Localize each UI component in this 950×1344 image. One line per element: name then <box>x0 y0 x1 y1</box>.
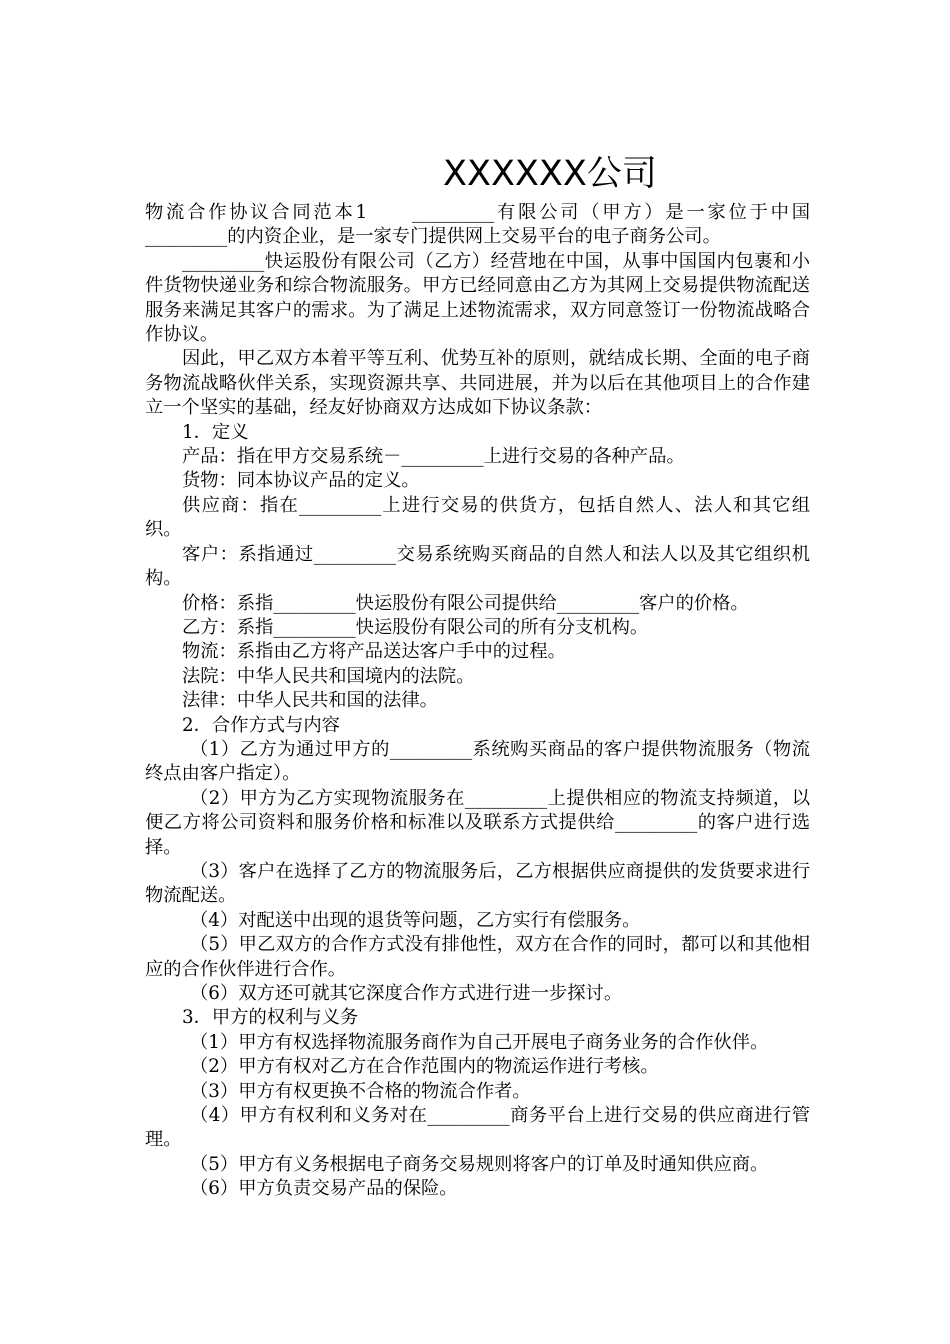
definition-item: 货物：同本协议产品的定义。 <box>182 470 420 492</box>
clause-item: （2）甲方有权对乙方在合作范围内的物流运作进行考核。 <box>190 1056 659 1078</box>
clause-item: （5）甲方有义务根据电子商务交易规则将客户的订单及时通知供应商。 <box>190 1153 769 1175</box>
paragraph: _________快运股份有限公司（乙方）经营地在中国，从事中国国内包裹和小件货物快递业务和综合物流服务。甲方已经同意由乙方为其网上交易提供物流配送服务来满足其客户的需求。为了满足上述物流需求，双方同意签订一份物流战略合作协议。 <box>145 250 810 346</box>
definition-item: 乙方：系指_________快运股份有限公司的所有分支机构。 <box>182 616 649 638</box>
section-heading: 1．定义 <box>182 421 249 443</box>
section-heading: 2．合作方式与内容 <box>182 714 340 736</box>
clause-item: （1）乙方为通过甲方的_________系统购买商品的客户提供物流服务（物流终点由客户指定）。 <box>145 738 810 785</box>
document-title: XXXXXX公司 <box>443 154 657 194</box>
definition-item: 法律：中华人民共和国的法律。 <box>182 690 438 712</box>
clause-item: （6）甲方负责交易产品的保险。 <box>190 1178 458 1200</box>
definition-item: 产品：指在甲方交易系统－_________上进行交易的各种产品。 <box>182 446 685 468</box>
definition-item: 供应商：指在_________上进行交易的供货方，包括自然人、法人和其它组织。 <box>145 494 810 541</box>
section-heading: 3．甲方的权利与义务 <box>182 1007 359 1029</box>
clause-item: （1）甲方有权选择物流服务商作为自己开展电子商务业务的合作伙伴。 <box>190 1031 769 1053</box>
clause-item: （6）双方还可就其它深度合作方式进行进一步探讨。 <box>190 983 623 1004</box>
clause-item: （2）甲方为乙方实现物流服务在_________上提供相应的物流支持频道，以便乙方将公司资料和服务价格和标准以及联系方式提供给_________的客户进行选择。 <box>145 787 810 858</box>
clause-item: （4）甲方有权利和义务对在_________商务平台上进行交易的供应商进行管理。 <box>145 1105 810 1151</box>
clause-item: （3）客户在选择了乙方的物流服务后，乙方根据供应商提供的发货要求进行物流配送。 <box>145 860 810 907</box>
definition-item: 价格：系指_________快运股份有限公司提供给_________客户的价格。 <box>182 592 749 614</box>
definition-item: 法院：中华人民共和国境内的法院。 <box>182 665 475 687</box>
definition-item: 客户：系指通过_________交易系统购买商品的自然人和法人以及其它组织机构。 <box>145 543 810 590</box>
clause-item: （3）甲方有权更换不合格的物流合作者。 <box>190 1080 531 1102</box>
definition-item: 物流：系指由乙方将产品送达客户手中的过程。 <box>182 641 566 663</box>
clause-item: （5）甲乙双方的合作方式没有排他性，双方在合作的同时，都可以和其他相应的合作伙伴进行合作。 <box>145 934 810 980</box>
paragraph: 因此，甲乙双方本着平等互利、优势互补的原则，就结成长期、全面的电子商务物流战略伙伴关系，实现资源共享、共同进展，并为以后在其他项目上的合作建立一个坚实的基础，经友好协商双方达成如下协议条款： <box>145 348 810 419</box>
clause-item: （4）对配送中出现的退货等问题，乙方实行有偿服务。 <box>190 909 641 931</box>
document-body <box>145 201 810 1202</box>
paragraph: 物流合作协议合同范本1 _________有限公司（甲方）是一家位于中国_________的内资企业，是一家专门提供网上交易平台的电子商务公司。 <box>145 202 810 248</box>
